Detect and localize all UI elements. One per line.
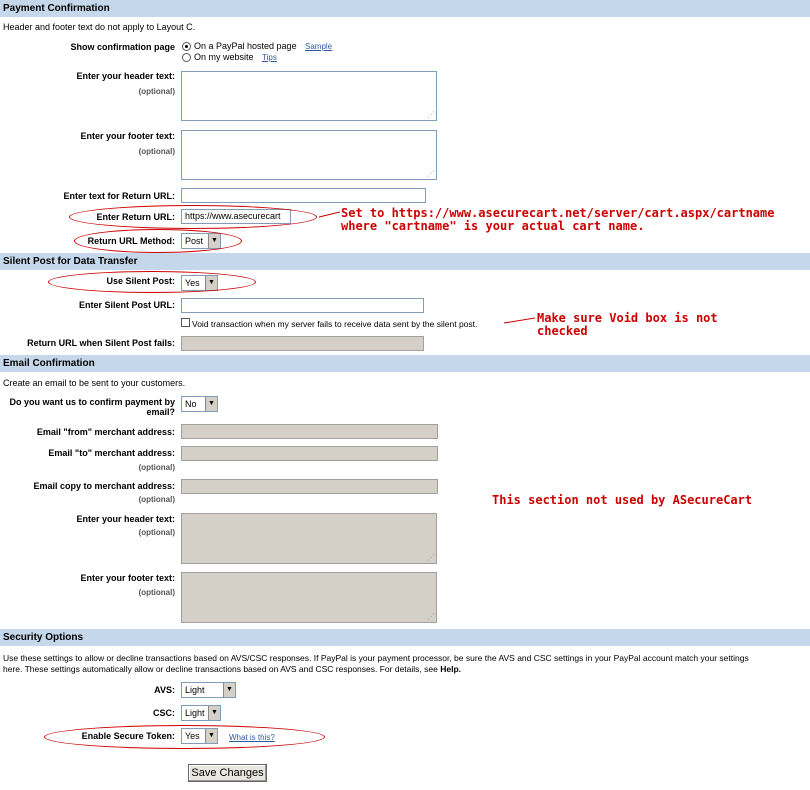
email-from-input bbox=[181, 424, 438, 439]
silent-post-fail-input bbox=[181, 336, 424, 351]
email-header-optional: (optional) bbox=[138, 528, 175, 537]
chevron-down-icon: ▼ bbox=[205, 397, 217, 411]
payment-confirmation-header: Payment Confirmation bbox=[0, 0, 810, 17]
return-url-highlight-oval bbox=[69, 205, 317, 229]
return-method-label: Return URL Method: bbox=[87, 236, 175, 246]
csc-select[interactable] bbox=[181, 705, 221, 721]
return-url-annotation-line1: Set to https://www.asecurecart.net/server/cart.aspx/cartname bbox=[341, 206, 775, 220]
security-desc-line1: Use these settings to allow or decline transactions based on AVS/CSC responses. If PayPal is your payment processor, be sure the AVS and CSC settings in your PayPal account match your settings bbox=[3, 653, 749, 663]
security-desc-text: here. These settings automatically allow or decline transactions based on AVS and CSC responses. For details, see bbox=[3, 664, 438, 674]
chevron-down-icon: ▼ bbox=[208, 706, 220, 720]
avs-label: AVS: bbox=[154, 685, 175, 695]
email-confirmation-header: Email Confirmation bbox=[0, 355, 810, 372]
annotation-arrow-icon bbox=[318, 208, 342, 220]
chevron-down-icon: ▼ bbox=[223, 683, 235, 697]
payment-header-optional: (optional) bbox=[138, 87, 175, 96]
help-link[interactable]: Help. bbox=[440, 664, 461, 674]
email-footer-textarea bbox=[181, 572, 437, 623]
show-confirmation-label: Show confirmation page bbox=[70, 42, 175, 52]
annotation-arrow-icon bbox=[503, 316, 537, 326]
resize-grip-icon: ⋰ bbox=[427, 169, 435, 178]
email-header-textarea bbox=[181, 513, 437, 564]
email-copy-input bbox=[181, 479, 438, 494]
chevron-down-icon: ▼ bbox=[208, 234, 220, 248]
avs-value: Light bbox=[185, 685, 205, 695]
return-url-text-input[interactable] bbox=[181, 188, 426, 203]
csc-label: CSC: bbox=[153, 708, 175, 718]
secure-token-highlight-oval bbox=[44, 725, 325, 749]
silent-post-header: Silent Post for Data Transfer bbox=[0, 253, 810, 270]
layout-note: Header and footer text do not apply to Layout C. bbox=[3, 22, 196, 32]
chevron-down-icon: ▼ bbox=[205, 729, 217, 743]
email-note: Create an email to be sent to your customers. bbox=[3, 378, 186, 388]
confirm-email-label-1: Do you want us to confirm payment by bbox=[9, 397, 175, 407]
radio-paypal-hosted[interactable] bbox=[182, 42, 191, 51]
use-silent-post-value: Yes bbox=[185, 278, 200, 288]
void-annotation-line1: Make sure Void box is not bbox=[537, 311, 718, 325]
silent-post-fail-label: Return URL when Silent Post fails: bbox=[27, 338, 175, 348]
radio-my-website-label: On my website bbox=[194, 52, 254, 62]
payment-header-text-label: Enter your header text: bbox=[76, 71, 175, 81]
security-desc-line2 bbox=[3, 664, 461, 674]
resize-grip-icon: ⋰ bbox=[427, 110, 435, 119]
silent-post-url-label: Enter Silent Post URL: bbox=[78, 300, 175, 310]
payment-footer-optional: (optional) bbox=[138, 147, 175, 156]
confirm-email-select[interactable] bbox=[181, 396, 218, 412]
radio-my-website[interactable] bbox=[182, 53, 191, 62]
silent-post-highlight-oval bbox=[48, 271, 256, 293]
csc-value: Light bbox=[185, 708, 205, 718]
email-header-text-label: Enter your header text: bbox=[76, 514, 175, 524]
email-from-label: Email "from" merchant address: bbox=[36, 427, 175, 437]
resize-grip-icon: ⋰ bbox=[427, 612, 435, 621]
security-options-header: Security Options bbox=[0, 629, 810, 646]
email-to-input bbox=[181, 446, 438, 461]
payment-footer-textarea[interactable] bbox=[181, 130, 437, 180]
save-changes-button[interactable]: Save Changes bbox=[188, 764, 267, 782]
confirm-email-value: No bbox=[185, 399, 197, 409]
return-method-highlight-oval bbox=[74, 229, 242, 253]
silent-post-url-input[interactable] bbox=[181, 298, 424, 313]
payment-footer-text-label: Enter your footer text: bbox=[80, 131, 175, 141]
secure-token-value: Yes bbox=[185, 731, 200, 741]
email-to-optional: (optional) bbox=[138, 463, 175, 472]
return-url-label: Enter Return URL: bbox=[96, 212, 175, 222]
use-silent-post-label: Use Silent Post: bbox=[106, 276, 175, 286]
email-footer-text-label: Enter your footer text: bbox=[80, 573, 175, 583]
what-is-this-link[interactable]: What is this? bbox=[229, 733, 275, 742]
payment-header-textarea[interactable] bbox=[181, 71, 437, 121]
return-method-value: Post bbox=[185, 236, 204, 246]
void-transaction-label: Void transaction when my server fails to receive data sent by the silent post. bbox=[192, 319, 478, 329]
radio-paypal-hosted-label: On a PayPal hosted page bbox=[194, 41, 297, 51]
resize-grip-icon: ⋰ bbox=[427, 553, 435, 562]
email-section-annotation: This section not used by ASecureCart bbox=[492, 493, 753, 507]
email-copy-label: Email copy to merchant address: bbox=[33, 481, 175, 491]
return-url-input[interactable]: https://www.asecurecart bbox=[181, 209, 291, 224]
void-annotation-line2: checked bbox=[537, 324, 588, 338]
return-url-annotation-line2: where "cartname" is your actual cart name. bbox=[341, 219, 645, 233]
confirm-email-label-2: email? bbox=[146, 407, 175, 417]
email-copy-optional: (optional) bbox=[138, 495, 175, 504]
avs-select[interactable] bbox=[181, 682, 236, 698]
void-transaction-checkbox[interactable] bbox=[181, 318, 190, 327]
sample-link[interactable]: Sample bbox=[305, 42, 333, 51]
tips-link[interactable]: Tips bbox=[262, 53, 277, 62]
chevron-down-icon: ▼ bbox=[205, 276, 217, 290]
secure-token-label: Enable Secure Token: bbox=[81, 731, 175, 741]
email-to-label: Email "to" merchant address: bbox=[48, 448, 175, 458]
return-url-text-label: Enter text for Return URL: bbox=[63, 191, 175, 201]
email-footer-optional: (optional) bbox=[138, 588, 175, 597]
